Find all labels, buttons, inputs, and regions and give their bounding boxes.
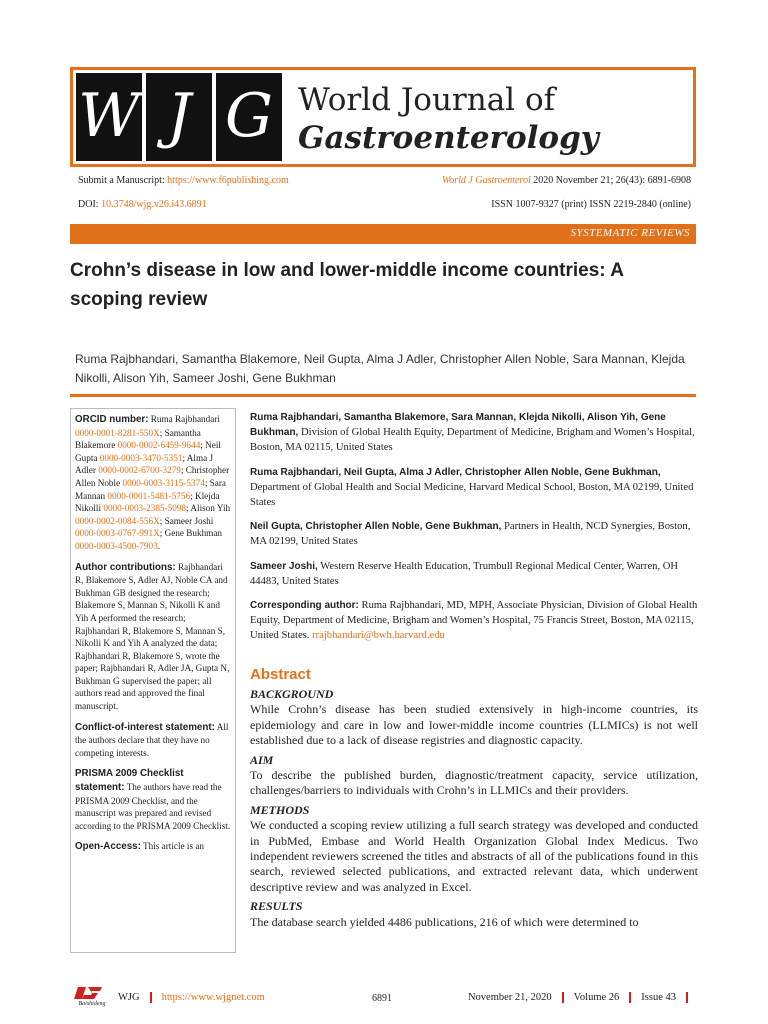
background-text: While Crohn’s disease has been studied extensively in high-income countries, its epidemiology and care in low and lower-middle income countries (LLMICs) is not well established due to a lack of disease registries and diagnostic capacity. [250,702,698,748]
publisher-name: Baishideng [78,1001,106,1007]
affiliation-text: Western Reserve Health Education, Trumbull Regional Medical Center, Warren, OH 44483, United States [250,560,679,587]
page-number: 6891 [372,993,392,1004]
footer-separator [562,992,564,1003]
divider [70,394,696,397]
corresponding-author [250,598,698,644]
footer-left [118,992,265,1003]
results-text: The database search yielded 4486 publications, 216 of which were determined to [250,914,639,929]
submit-line [78,175,289,186]
section-label: SYSTEMATIC REVIEWS [570,227,690,239]
orcid-name: Gene Bukhman [164,528,223,539]
open-access-heading: Open-Access: [75,841,141,853]
contributions-block [75,561,231,713]
open-access-text: This article is an [143,841,205,852]
orcid-link[interactable]: 0000-0003-4500-7903 [75,540,158,551]
footer-issue: Issue 43 [641,992,676,1003]
section-bar [70,224,696,244]
corresponding-label: Corresponding author: [250,600,359,612]
orcid-heading: ORCID number: [75,414,149,425]
abstract-body [250,687,698,934]
orcid-name: Sara Mannan [75,477,226,501]
orcid-link[interactable]: 0000-0001-8281-550X [75,427,160,438]
logo-letter-box [76,73,142,161]
affiliation-text: Partners in Health, NCD Synergies, Boston, MA 02199, United States [250,521,691,548]
coi-block [75,721,231,760]
article-info-box [70,408,236,953]
orcid-block: ORCID number: Ruma Rajbhandari 0000-0001-8281-550X; Samantha Blakemore 0000-0002-6459-9644; Neil Gupta 0000-0003-3470-5351; Alma J Adler 0000-0002-6700-3279; Christopher Allen Noble 0000-0003-3115-5374; Sara Mannan 0000-0001-5481-5756; Klejda Nikolli 0000-0003-2385-5098; Alison Yih 0000-0002-0084-556X; Sameer Joshi 0000-0003-0767-991X; Gene Bukhman 0000-0003-4500-7903. [75,414,231,551]
prisma-heading: PRISMA 2009 Checklist statement: [75,768,184,794]
orcid-name: Ruma Rajbhandari [150,414,220,424]
abstract-heading: Abstract [250,666,311,683]
logo-letter: G [225,81,273,151]
issn-line: ISSN 1007-9327 (print) ISSN 2219-2840 (online) [491,199,691,210]
affiliation-item [250,465,698,511]
orcid-name: Neil Gupta [75,440,221,463]
submit-link[interactable]: https://www.f6publishing.com [167,175,289,186]
coi-text: All the authors declare that they have no competing interests. [75,721,229,758]
methods-text: We conducted a scoping review utilizing a full search strategy was developed and conducted in PubMed, Embase and World Health Organization Global Index Medicus. Two independent reviewers screened the titles and abstracts of all of the publications found in this search, reviewed selected publications, and extracted relevant data, which underwent descriptive review and was analyzed in Excel. [250,818,698,894]
citation-details: 2020 November 21; 26(43): 6891-6908 [533,175,691,186]
affiliations [250,410,698,653]
contributions-heading: Author contributions: [75,561,176,573]
affiliation-names: Ruma Rajbhandari, Samantha Blakemore, Sara Mannan, Klejda Nikolli, Alison Yih, Gene Bukhman, [250,412,666,439]
aim-heading: AIM [250,752,274,767]
article-title: Crohn’s disease in low and lower-middle income countries: A scoping review [70,260,624,310]
logo-letter: W [78,81,140,151]
orcid-name: Alma J Adler [75,452,214,476]
affiliation-text: Division of Global Health Equity, Department of Medicine, Brigham and Women’s Hospital, Boston, MA 02115, United States [250,427,695,454]
orcid-link[interactable]: 0000-0003-2385-5098 [103,503,187,514]
affiliation-item [250,559,698,589]
prisma-block [75,767,231,832]
corresponding-text: Ruma Rajbhandari, MD, MPH, Associate Physician, Division of Global Health Equity, Department of Medicine, Brigham and Women’s Hospital, 75 Francis Street, Boston, MA 02115, United States. [250,600,698,642]
citation-line [442,175,691,186]
logo-letter: J [166,81,192,151]
orcid-link[interactable]: 0000-0003-0767-991X [75,528,160,539]
orcid-link[interactable]: 0000-0002-6459-9644 [117,440,201,451]
journal-title-line2: Gastroenterology [298,120,599,156]
orcid-name: Samantha Blakemore [75,427,201,451]
doi-label: DOI: [78,199,99,210]
affiliation-item [250,410,698,456]
contributions-text: Rajbhandari R, Blakemore S, Adler AJ, Noble CA and Bukhman GB designed the research; Blakemore S, Mannan S, Nikolli K and Yih A performed the research; Rajbhandari R, Blakemore S, Mannan S, Nikolli K and Yih A analyzed the data; Rajbhandari R, Blakemore S, wrote the paper; Rajbhandari R, Adler JA, Gupta N, Bukhman G supervised the paper; all authors read and approved the final manuscript. [75,561,230,712]
doi-line [78,199,207,210]
orcid-link[interactable]: 0000-0001-5481-5756 [107,490,191,501]
affiliation-names: Ruma Rajbhandari, Neil Gupta, Alma J Adler, Christopher Allen Noble, Gene Bukhman, [250,466,661,478]
affiliation-names: Neil Gupta, Christopher Allen Noble, Gene Bukhman, [250,521,502,533]
logo-letter-box [146,73,212,161]
orcid-link[interactable]: 0000-0003-3470-5351 [99,452,183,463]
prisma-text: The authors have read the PRISMA 2009 Checklist, and the manuscript was prepared and revised according to the PRISMA 2009 Checklist. [75,782,231,831]
aim-text: To describe the published burden, diagnostic/treatment capacity, service utilization, challenges/barriers to individuals with Crohn’s in LLMICs and their providers. [250,768,698,798]
footer-volume: Volume 26 [573,992,620,1003]
results-heading: RESULTS [250,899,303,914]
footer-right [468,992,698,1003]
footer-separator [150,992,152,1003]
footer-separator [686,992,688,1003]
citation-journal: World J Gastroenterol [441,175,531,186]
publisher-logo [72,983,112,1009]
footer-url[interactable]: https://www.wjgnet.com [161,992,265,1003]
journal-banner [70,67,696,167]
submit-label: Submit a Manuscript: [78,175,165,186]
affiliation-names: Sameer Joshi, [250,560,318,572]
footer-journal: WJG [118,992,140,1003]
open-access-block [75,840,231,854]
orcid-link[interactable]: 0000-0002-0084-556X [75,515,160,526]
orcid-name: Sameer Joshi [164,515,214,526]
affiliation-item [250,519,698,549]
orcid-name: Christopher Allen Noble [75,465,230,488]
affiliation-text: Department of Global Health and Social Medicine, Harvard Medical School, Boston, MA 02199, United States [250,481,694,509]
journal-title-line1: World Journal of [298,82,556,118]
footer-date: November 21, 2020 [467,992,552,1003]
orcid-link[interactable]: 0000-0002-6700-3279 [98,465,181,476]
corresponding-email[interactable]: rrajbhandari@bwh.harvard.edu [312,630,445,642]
doi-link[interactable]: 10.3748/wjg.v26.i43.6891 [101,199,207,210]
methods-heading: METHODS [250,802,310,817]
coi-heading: Conflict-of-interest statement: [75,721,215,733]
author-list: Ruma Rajbhandari, Samantha Blakemore, Neil Gupta, Alma J Adler, Christopher Allen Noble, Sara Mannan, Klejda Nikolli, Alison Yih, Sameer Joshi, Gene Bukhman [75,352,685,385]
orcid-name: Klejda Nikolli [75,490,220,514]
footer-separator [629,992,631,1003]
logo-letter-box [216,73,282,161]
orcid-name: Alison Yih [190,503,231,514]
orcid-link[interactable]: 0000-0003-3115-5374 [122,477,205,488]
background-heading: BACKGROUND [250,687,334,701]
